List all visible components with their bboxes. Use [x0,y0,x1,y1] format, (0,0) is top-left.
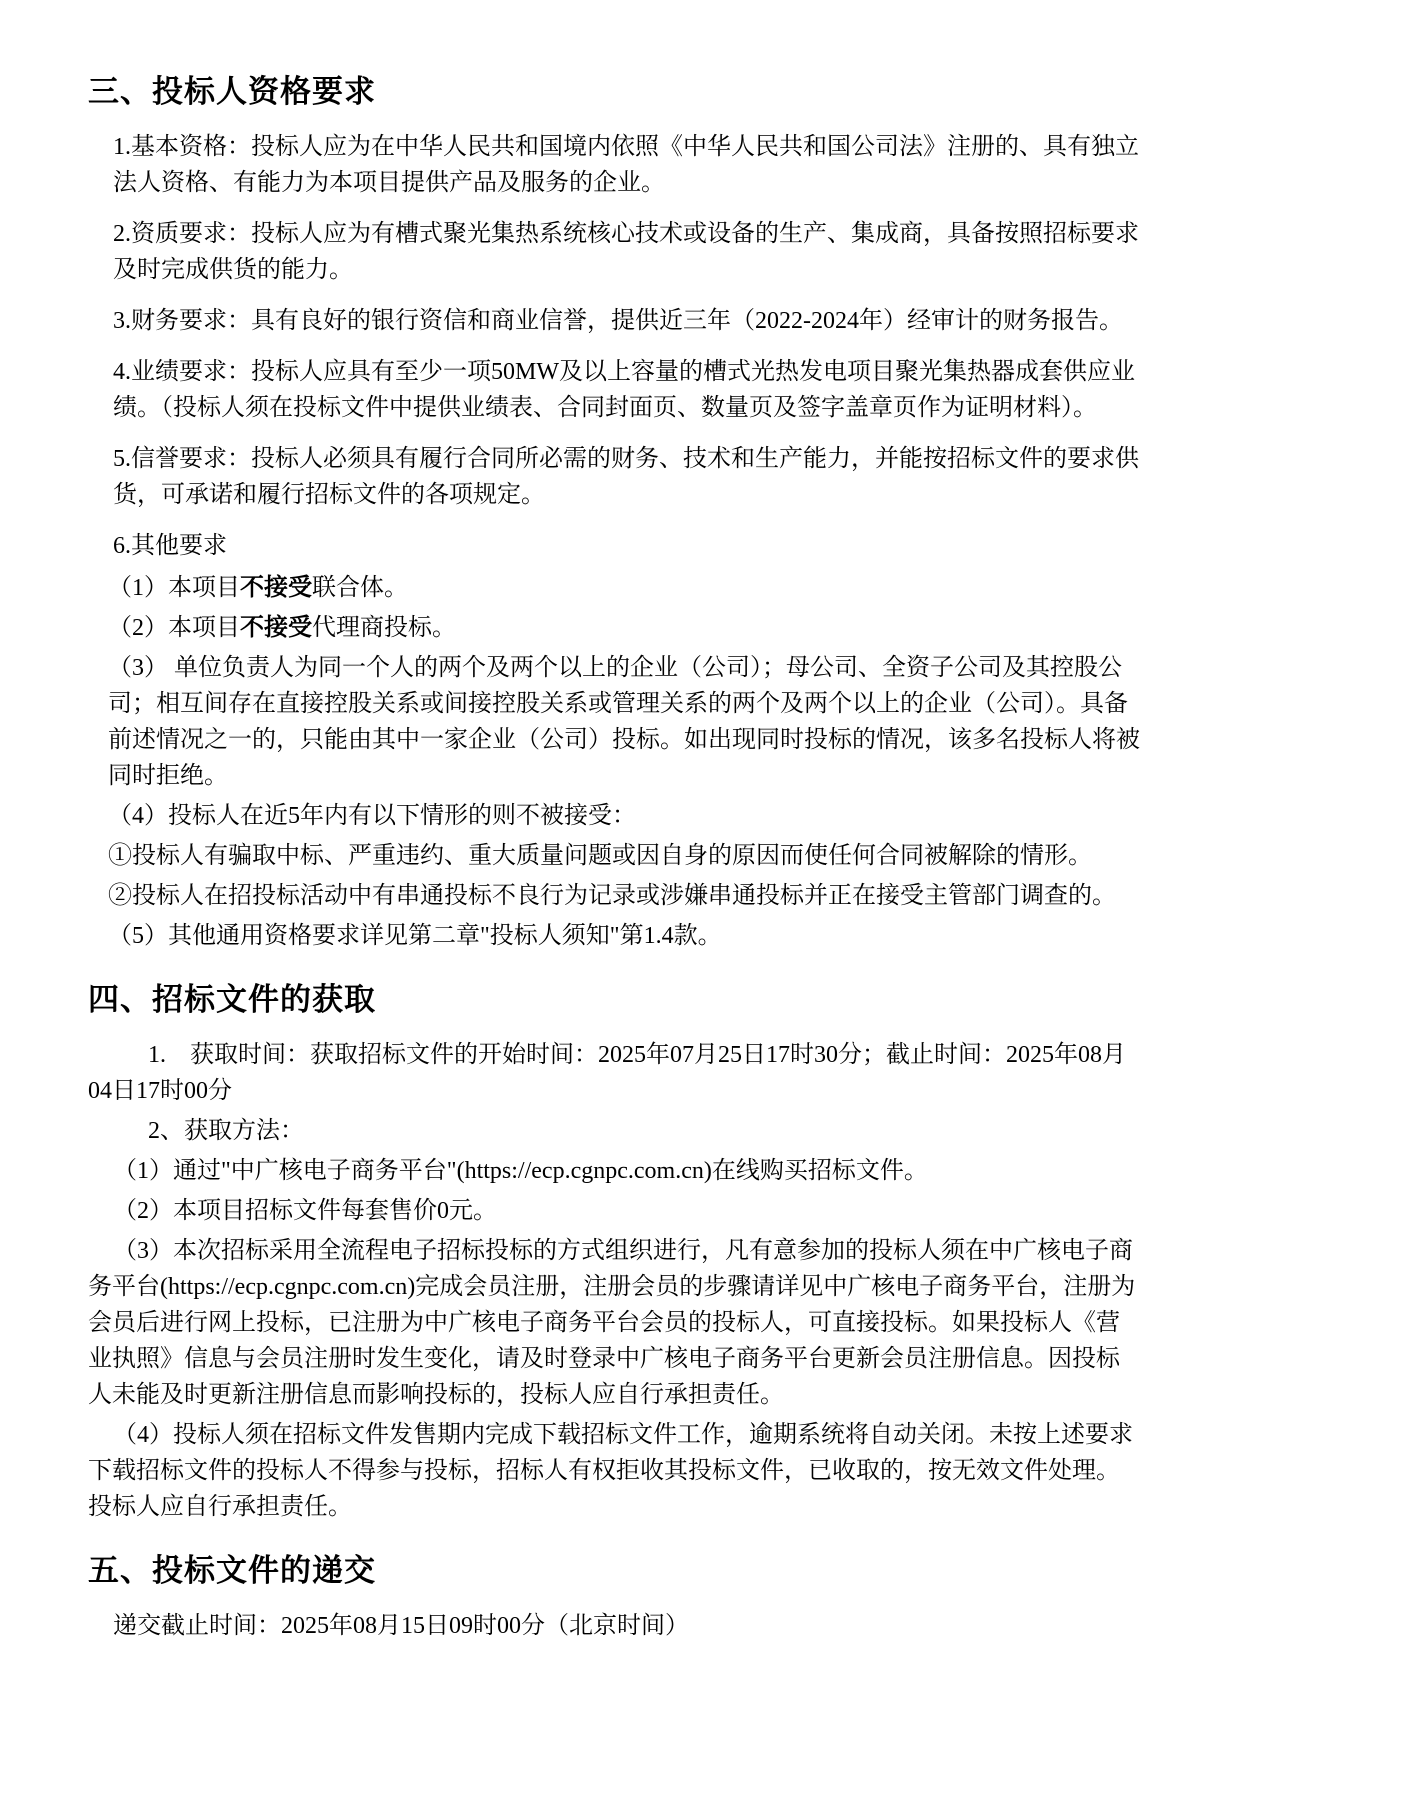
obtain-method-4: （4）投标人须在招标文件发售期内完成下载招标文件工作，逾期系统将自动关闭。未按上述要求下载招标文件的投标人不得参与投标，招标人有权拒收其投标文件，已收取的，按无效文件处理。投标人应自行承担责任。 [88,1422,1133,1520]
obtain-method-3: （3）本次招标采用全流程电子招标投标的方式组织进行，凡有意参加的投标人须在中广核电子商务平台(https://ecp.cgnpc.com.cn)完成会员注册，注册会员的步骤请详见中广核电子商务平台，注册为会员后进行网上投标，已注册为中广核电子商务平台会员的投标人，可直接投标。如果投标人《营业执照》信息与会员注册时发生变化，请及时登录中广核电子商务平台更新会员注册信息。因投标人未能及时更新注册信息而影响投标的，投标人应自行承担责任。 [88,1238,1136,1408]
obtain-time: 1. 获取时间：获取招标文件的开始时间：2025年07月25日17时30分；截止时间：2025年08月04日17时00分 [88,1042,1126,1104]
other-req-2 [108,610,1142,646]
other-req-3: （3） 单位负责人为同一个人的两个及两个以上的企业（公司）；母公司、全资子公司及其控股公司；相互间存在直接控股关系或间接控股关系或管理关系的两个及两个以上的企业（公司）。具备前述情况之一的，只能由其中一家企业（公司）投标。如出现同时投标的情况，该多名投标人将被同时拒绝。 [108,655,1140,789]
other-req-5: （5）其他通用资格要求详见第二章"投标人须知"第1.4款。 [108,923,722,949]
section-4-heading: 四、招标文件的获取 [88,982,376,1018]
other-req-4-case-1: ①投标人有骗取中标、严重违约、重大质量问题或因自身的原因而使任何合同被解除的情形。 [108,843,1092,869]
other-req-2-prefix: （2）本项目 [108,615,240,641]
submission-deadline: 递交截止时间：2025年08月15日09时00分（北京时间） [113,1613,689,1639]
section-5-heading: 五、投标文件的递交 [88,1553,376,1589]
other-req-4: （4）投标人在近5年内有以下情形的则不被接受： [108,803,636,829]
qualification-item-other: 6.其他要求 [113,533,227,559]
other-req-4-case-2: ②投标人在招投标活动中有串通投标不良行为记录或涉嫌串通投标并正在接受主管部门调查的。 [108,883,1116,909]
other-req-2-suffix: 代理商投标。 [312,615,456,641]
qualification-item-performance: 4.业绩要求：投标人应具有至少一项50MW及以上容量的槽式光热发电项目聚光集热器成套供应业绩。（投标人须在投标文件中提供业绩表、合同封面页、数量页及签字盖章页作为证明材料）。 [113,359,1135,421]
section-3-heading: 三、投标人资格要求 [88,74,376,110]
other-req-1-prefix: （1）本项目 [108,575,240,601]
qualification-item-reputation: 5.信誉要求：投标人必须具有履行合同所必需的财务、技术和生产能力，并能按招标文件的要求供货，可承诺和履行招标文件的各项规定。 [113,446,1139,508]
other-req-2-bold: 不接受 [240,615,312,641]
obtain-method-2: （2）本项目招标文件每套售价0元。 [113,1198,497,1224]
other-req-1-bold: 不接受 [240,575,312,601]
qualification-item-aptitude: 2.资质要求：投标人应为有槽式聚光集热系统核心技术或设备的生产、集成商，具备按照招标要求及时完成供货的能力。 [113,221,1139,283]
other-req-1-suffix: 联合体。 [312,575,408,601]
qualification-item-financial: 3.财务要求：具有良好的银行资信和商业信誉，提供近三年（2022-2024年）经审计的财务报告。 [113,308,1123,334]
qualification-item-basic: 1.基本资格：投标人应为在中华人民共和国境内依照《中华人民共和国公司法》注册的、具有独立法人资格、有能力为本项目提供产品及服务的企业。 [113,134,1139,196]
obtain-method-1: （1）通过"中广核电子商务平台"(https://ecp.cgnpc.com.cn)在线购买招标文件。 [113,1158,928,1184]
obtain-method-label: 2、获取方法： [148,1118,304,1144]
other-req-1 [108,570,1142,606]
